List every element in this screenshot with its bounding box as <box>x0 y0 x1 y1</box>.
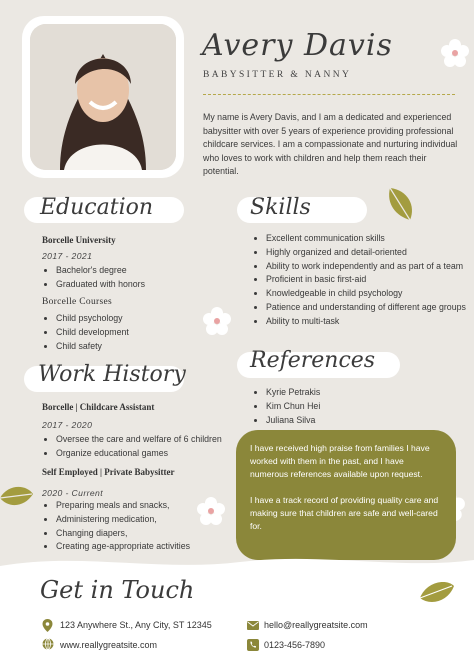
education-list <box>42 264 206 292</box>
skills-list <box>252 232 474 329</box>
list-item: • Patience and understanding of different age groups <box>266 301 474 315</box>
leaf-icon <box>384 186 416 222</box>
name-title: Avery Davis <box>202 28 393 63</box>
list-item: • Juliana Silva <box>266 414 456 428</box>
contact-title: Get in Touch <box>40 576 195 604</box>
list-item: • Graduated with honors <box>56 278 206 292</box>
list-item: • Excellent communication skills <box>266 232 474 246</box>
list-item: • Changing diapers, <box>56 527 246 541</box>
job2-dates: 2020 - Current <box>42 488 104 498</box>
list-item: • Knowledgeable in child psychology <box>266 287 474 301</box>
quote-text: I have a track record of providing quality care and making sure that children are safe and well-cared for. <box>250 495 439 531</box>
education-dates: 2017 - 2021 <box>42 251 93 261</box>
profile-summary: My name is Avery Davis, and I am a dedicated and experienced babysitter with over 5 years of experience providing professional childcare services. I am a compassionate and nurturing individual who loves to work with children and help them reach their potential. <box>203 112 458 176</box>
job1-list <box>42 433 246 461</box>
list-item: • Highly organized and detail-oriented <box>266 246 474 260</box>
references-quote-box <box>236 430 456 560</box>
list-item: • Child psychology <box>56 312 206 326</box>
contact-phone[interactable]: 0123-456-7890 <box>264 640 326 650</box>
education-school: Borcelle University <box>42 235 116 245</box>
work-title: Work History <box>38 362 186 387</box>
location-icon <box>42 619 53 632</box>
list-item: • Administering medication, <box>56 513 246 527</box>
list-item: • Organize educational games <box>56 447 246 461</box>
courses-title: Borcelle Courses <box>42 297 112 307</box>
role-subtitle: BABYSITTER & NANNY <box>203 70 352 80</box>
flower-icon <box>202 306 232 336</box>
list-item: • Kyrie Petrakis <box>266 386 456 400</box>
job1-dates: 2017 - 2020 <box>42 420 93 430</box>
list-item: • Ability to multi-task <box>266 315 474 329</box>
list-item: • Proficient in basic first-aid <box>266 273 474 287</box>
list-item: • Child development <box>56 326 206 340</box>
references-list <box>252 386 456 427</box>
job2-title: Self Employed | Private Babysitter <box>42 467 175 477</box>
list-item: • Ability to work independently and as part of a team <box>266 260 474 274</box>
globe-icon <box>42 638 54 650</box>
flower-icon <box>440 38 470 68</box>
list-item: • Creating age-appropriate activities <box>56 540 246 554</box>
skills-title: Skills <box>250 195 311 220</box>
divider <box>203 94 455 95</box>
list-item: • Preparing meals and snacks, <box>56 499 246 513</box>
job1-title: Borcelle | Childcare Assistant <box>42 402 155 412</box>
contact-address: 123 Anywhere St., Any City, ST 12345 <box>60 620 212 630</box>
mail-icon <box>247 621 259 630</box>
list-item: • Bachelor's degree <box>56 264 206 278</box>
courses-list <box>42 312 206 353</box>
quote-text: I have received high praise from families I have worked with them in the past, and I have numerous references available upon request. <box>250 443 430 479</box>
contact-website[interactable]: www.reallygreatsite.com <box>60 640 158 650</box>
list-item: • Kim Chun Hei <box>266 400 456 414</box>
phone-icon <box>247 639 259 651</box>
leaf-icon <box>418 578 456 606</box>
list-item: • Oversee the care and welfare of 6 children <box>56 433 246 447</box>
contact-email[interactable]: hello@reallygreatsite.com <box>264 620 368 630</box>
leaf-icon <box>0 484 34 508</box>
list-item: • Child safety <box>56 340 206 354</box>
profile-photo <box>30 24 176 170</box>
education-title: Education <box>40 195 154 220</box>
job2-list <box>42 499 246 554</box>
references-title: References <box>250 348 376 373</box>
